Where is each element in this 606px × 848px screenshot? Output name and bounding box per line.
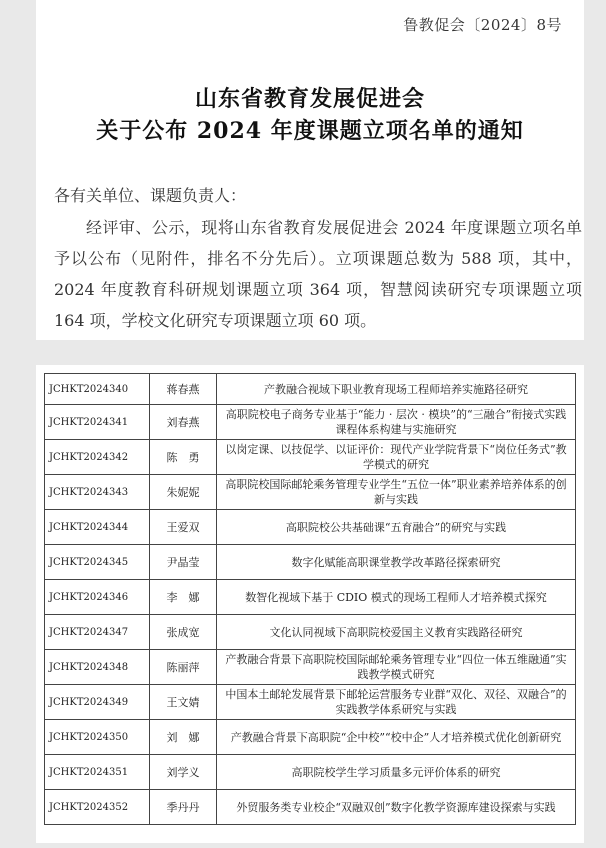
project-id-cell: JCHKT2024343 <box>45 475 150 510</box>
table-row <box>45 615 576 650</box>
project-leader-cell: 李 娜 <box>150 580 217 615</box>
project-title-cell: 数字化赋能高职课堂教学改革路径探索研究 <box>217 545 576 580</box>
project-id-cell: JCHKT2024347 <box>45 615 150 650</box>
project-id-cell: JCHKT2024345 <box>45 545 150 580</box>
project-title-cell: 高职院校国际邮轮乘务管理专业学生“五位一体”职业素养培养体系的创新与实践 <box>217 475 576 510</box>
table-row <box>45 755 576 790</box>
table-row <box>45 790 576 825</box>
table-row <box>45 475 576 510</box>
document-number: 鲁教促会〔2024〕8号 <box>403 16 562 34</box>
project-title-cell: 文化认同视域下高职院校爱国主义教育实践路径研究 <box>217 615 576 650</box>
project-id-cell: JCHKT2024350 <box>45 720 150 755</box>
salutation: 各有关单位、课题负责人： <box>54 186 247 205</box>
project-leader-cell: 刘学义 <box>150 755 217 790</box>
project-title-cell: 高职院校电子商务专业基于“能力 · 层次 · 模块”的“三融合”衔接式实践课程体系构建与实施研究 <box>217 405 576 440</box>
project-leader-cell: 尹晶莹 <box>150 545 217 580</box>
project-title-cell: 中国本土邮轮发展背景下邮轮运营服务专业群“双化、双径、双融合”的实践教学体系研究与实践 <box>217 685 576 720</box>
table-row <box>45 440 576 475</box>
project-title-cell: 产教融合背景下高职院校国际邮轮乘务管理专业“四位一体五维融通”实践教学模式研究 <box>217 650 576 685</box>
notice-title-line1: 山东省教育发展促进会 <box>194 86 425 112</box>
table-row <box>45 720 576 755</box>
project-title-cell: 数智化视域下基于 CDIO 模式的现场工程师人才培养模式探究 <box>217 580 576 615</box>
table-row <box>45 685 576 720</box>
project-leader-cell: 蒋春燕 <box>150 374 217 405</box>
table-row <box>45 650 576 685</box>
project-id-cell: JCHKT2024348 <box>45 650 150 685</box>
project-title-cell: 以岗定课、以技促学、以证评价：现代产业学院背景下“岗位任务式”教学模式的研究 <box>217 440 576 475</box>
project-table <box>44 373 576 825</box>
table-row <box>45 580 576 615</box>
project-id-cell: JCHKT2024341 <box>45 405 150 440</box>
project-leader-cell: 陈丽萍 <box>150 650 217 685</box>
project-title-cell: 高职院校学生学习质量多元评价体系的研究 <box>217 755 576 790</box>
project-list-sheet <box>36 365 584 843</box>
table-row <box>45 545 576 580</box>
project-leader-cell: 陈 勇 <box>150 440 217 475</box>
project-title-cell: 高职院校公共基础课“五育融合”的研究与实践 <box>217 510 576 545</box>
project-title-cell: 产教融合背景下高职院“企中校”“校中企”人才培养模式优化创新研究 <box>217 720 576 755</box>
project-leader-cell: 朱妮妮 <box>150 475 217 510</box>
table-row <box>45 374 576 405</box>
project-leader-cell: 王文婧 <box>150 685 217 720</box>
project-id-cell: JCHKT2024351 <box>45 755 150 790</box>
project-id-cell: JCHKT2024346 <box>45 580 150 615</box>
project-leader-cell: 王爱双 <box>150 510 217 545</box>
table-row <box>45 405 576 440</box>
notice-title-line2: 关于公布 2024 年度课题立项名单的通知 <box>96 118 524 144</box>
notice-body-paragraph: 经评审、公示，现将山东省教育发展促进会 2024 年度课题立项名单予以公布（见附件，排名不分先后）。立项课题总数为 588 项，其中，2024 年度教育科研规划课题立项 364 项，智慧阅读研究专项课题立项 164 项，学校文化研究专项课题立项 60 项。 <box>54 218 582 330</box>
project-id-cell: JCHKT2024349 <box>45 685 150 720</box>
notice-document <box>36 0 584 340</box>
project-leader-cell: 刘 娜 <box>150 720 217 755</box>
project-leader-cell: 刘春燕 <box>150 405 217 440</box>
project-id-cell: JCHKT2024352 <box>45 790 150 825</box>
project-leader-cell: 季丹丹 <box>150 790 217 825</box>
project-id-cell: JCHKT2024342 <box>45 440 150 475</box>
project-id-cell: JCHKT2024344 <box>45 510 150 545</box>
table-row <box>45 510 576 545</box>
project-id-cell: JCHKT2024340 <box>45 374 150 405</box>
project-title-cell: 产教融合视域下职业教育现场工程师培养实施路径研究 <box>217 374 576 405</box>
project-title-cell: 外贸服务类专业校企“双融双创”数字化教学资源库建设探索与实践 <box>217 790 576 825</box>
project-leader-cell: 张成宽 <box>150 615 217 650</box>
